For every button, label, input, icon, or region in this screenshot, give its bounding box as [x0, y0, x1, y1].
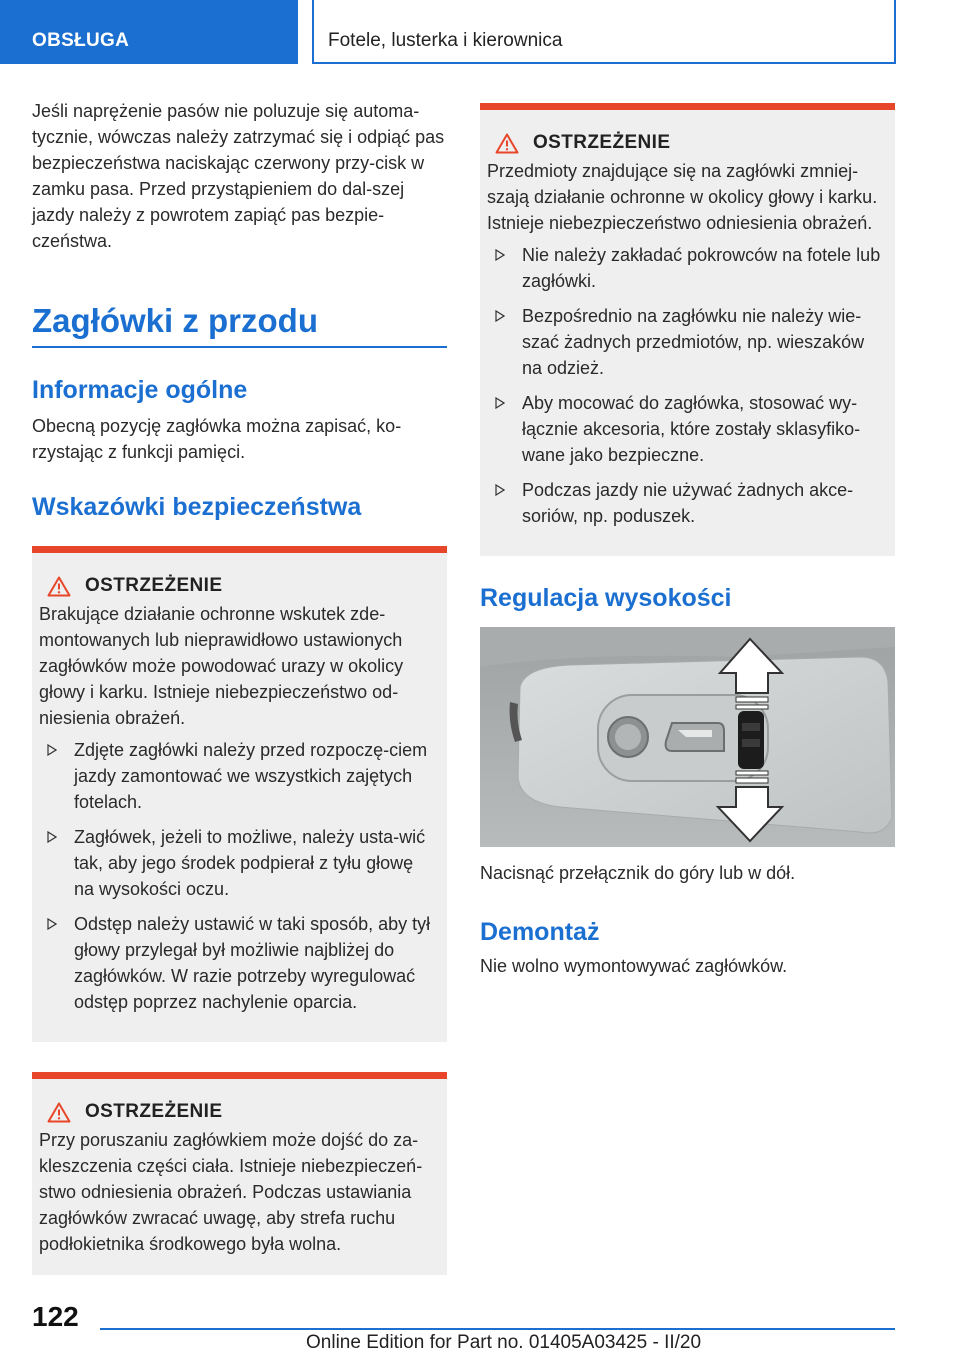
height-instruction: Nacisnąć przełącznik do góry lub w dół.	[480, 863, 796, 883]
list-item-text: Odstęp należy ustawić w taki sposób, aby tył głowy przylegał był możliwie najbliżej do zagłówków. W razie potrzeby wyregulować odstęp poprzez nachylenie oparcia.	[74, 914, 431, 1012]
header-chapter	[312, 0, 896, 64]
warning-box-1	[32, 546, 447, 1042]
subheading-height: Regulacja wysokości	[480, 584, 732, 612]
warning-list	[487, 242, 885, 529]
warning-text: Przedmioty znajdujące się na zagłówki zmniej-szają działanie ochronne w okolicy głowy i karku. Istnieje niebezpieczeństwo odniesienia obrażeń.	[487, 161, 878, 233]
seat-switch-photo	[480, 627, 895, 847]
triangle-bullet-icon	[47, 744, 57, 756]
triangle-bullet-icon	[495, 249, 505, 261]
warning-label: OSTRZEŻENIE	[85, 1101, 223, 1122]
subheading-info: Informacje ogólne	[32, 376, 248, 404]
right-column	[480, 103, 895, 979]
section-heading: Zagłówki z przodu	[32, 302, 447, 348]
warning-label: OSTRZEŻENIE	[85, 575, 223, 596]
header-section-label: OBSŁUGA	[32, 30, 130, 51]
list-item-text: Aby mocować do zagłówka, stosować wy-łącznie akcesoria, które zostały sklasyfiko-wane jako bezpieczne.	[522, 393, 861, 465]
list-item-text: Bezpośrednio na zagłówku nie należy wie-szać żadnych przedmiotów, np. wieszaków na odzież.	[522, 306, 865, 378]
list-item-text: Nie należy zakładać pokrowców na fotele lub zagłówki.	[522, 245, 881, 291]
triangle-bullet-icon	[47, 918, 57, 930]
warning-box-3	[480, 103, 895, 556]
warning-text: Przy poruszaniu zagłówkiem może dojść do za-kleszczenia części ciała. Istnieje niebezpieczeń-stwo odniesienia obrażeń. Podczas ustawiania zagłówków zwracać uwagę, aby strefa ruchu podłokietnika środkowego była wolna.	[39, 1130, 423, 1254]
removal-paragraph: Nie wolno wymontowywać zagłówków.	[480, 956, 788, 976]
triangle-bullet-icon	[47, 831, 57, 843]
warning-list	[39, 737, 437, 1015]
warning-text: Brakujące działanie ochronne wskutek zde-montowanych lub nieprawidłowo ustawionych zagłówków może powodować urazy w okolicy głowy i karku. Istnieje niebezpieczeństwo od-niesienia obrażeń.	[39, 604, 404, 728]
list-item	[487, 390, 885, 468]
list-item	[487, 303, 885, 381]
list-item-text: Podczas jazdy nie używać żadnych akce-soriów, np. poduszek.	[522, 480, 854, 526]
triangle-bullet-icon	[495, 310, 505, 322]
warning-header	[39, 575, 437, 597]
footer-divider	[100, 1328, 895, 1330]
warning-triangle-icon	[47, 1102, 71, 1123]
warning-triangle-icon	[47, 576, 71, 597]
warning-box-2	[32, 1072, 447, 1275]
subheading-safety: Wskazówki bezpieczeństwa	[32, 493, 362, 521]
triangle-bullet-icon	[495, 484, 505, 496]
warning-header	[487, 132, 885, 154]
list-item	[39, 737, 437, 815]
warning-label: OSTRZEŻENIE	[533, 132, 671, 153]
intro-paragraph: Jeśli naprężenie pasów nie poluzuje się automa-tycznie, wówczas należy zatrzymać się i odpiąć pas bezpieczeństwa naciskając czerwony przy-cisk w zamku pasa. Przed przystąpieniem do dal-szej jazdy należy z powrotem zapiąć pas bezpie-czeństwa.	[32, 101, 445, 251]
warning-triangle-icon	[495, 133, 519, 154]
info-paragraph: Obecną pozycję zagłówka można zapisać, ko-rzystając z funkcji pamięci.	[32, 416, 402, 462]
list-item-text: Zagłówek, jeżeli to możliwe, należy usta-wić tak, aby jego środek podpierał z tyłu głowę na wysokości oczu.	[74, 827, 426, 899]
header-section	[0, 0, 298, 64]
list-item-text: Zdjęte zagłówki należy przed rozpoczę-ciem jazdy zamontować we wszystkich zajętych fotelach.	[74, 740, 428, 812]
list-item	[39, 911, 437, 1015]
list-item	[39, 824, 437, 902]
subheading-removal: Demontaż	[480, 918, 600, 946]
footer-edition: Online Edition for Part no. 01405A03425 - II/20	[306, 1332, 702, 1353]
left-column	[32, 98, 447, 1275]
list-item	[487, 242, 885, 294]
list-item	[487, 477, 885, 529]
page-number: 122	[32, 1301, 79, 1332]
warning-header	[39, 1101, 437, 1123]
header-chapter-title: Fotele, lusterka i kierownica	[328, 30, 563, 51]
triangle-bullet-icon	[495, 397, 505, 409]
